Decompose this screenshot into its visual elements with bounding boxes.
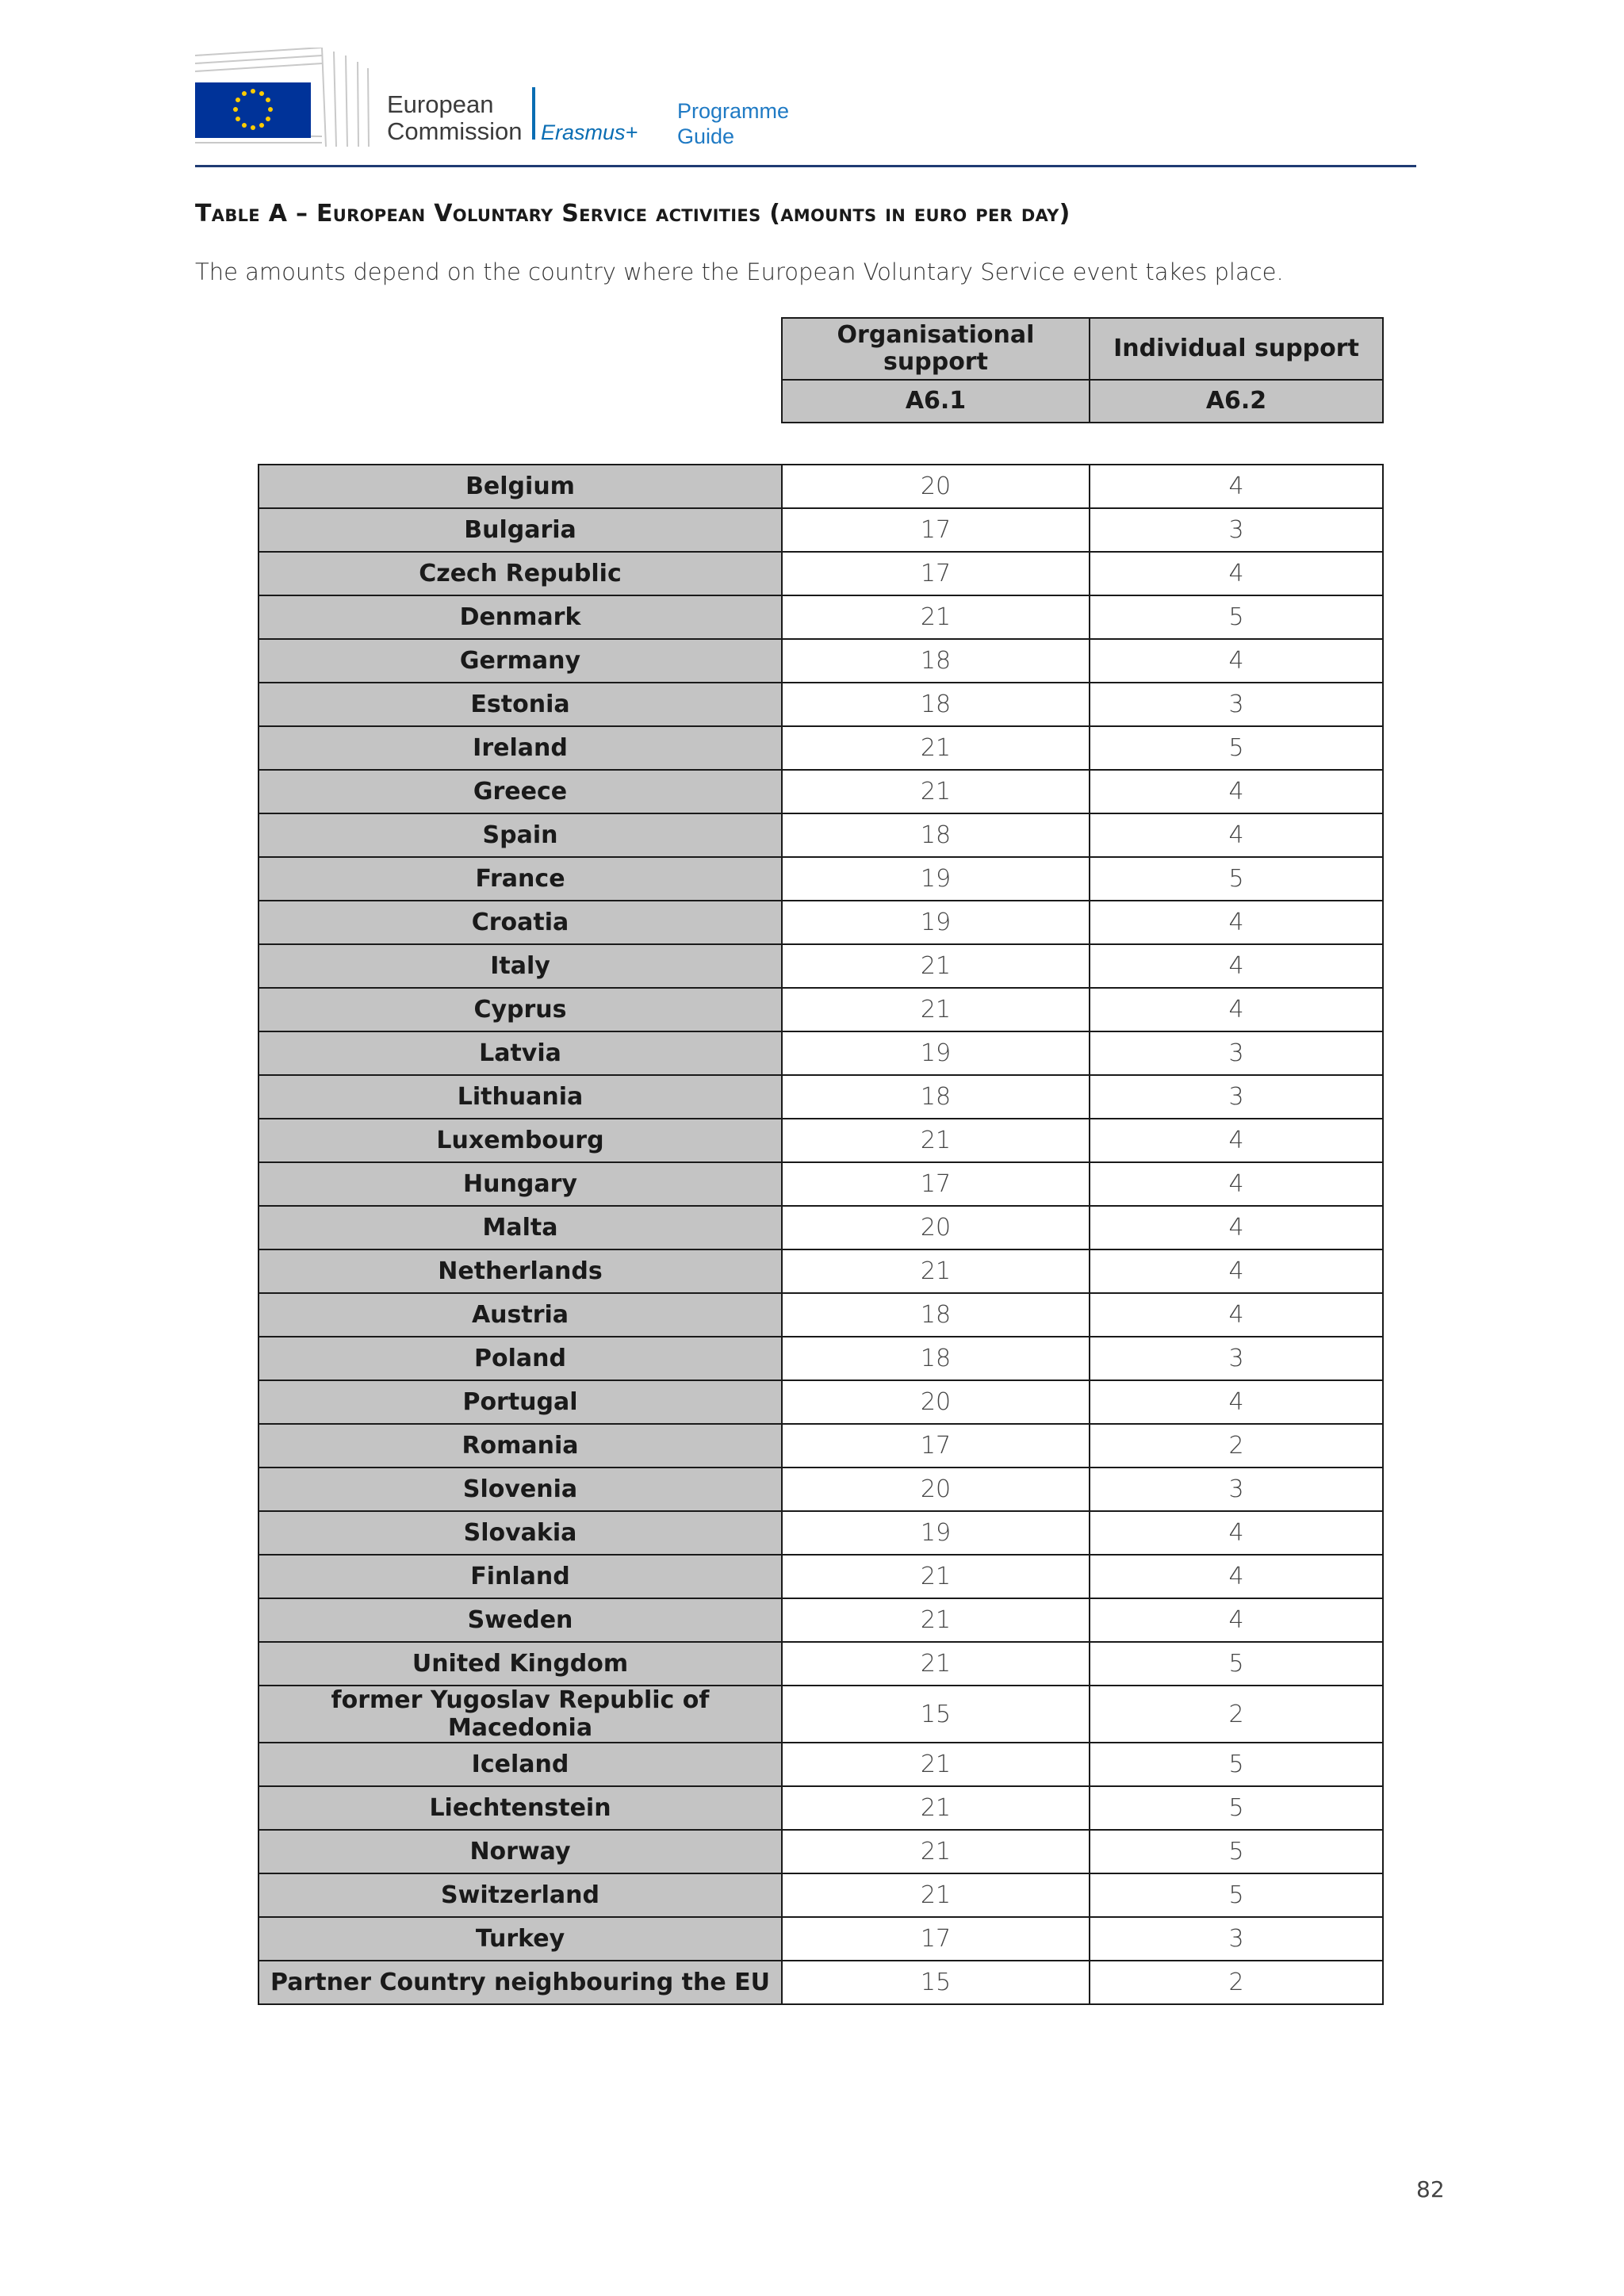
country-cell: Cyprus	[259, 988, 782, 1031]
col-code-a6-2: A6.2	[1090, 380, 1383, 423]
table-row	[259, 1249, 1383, 1293]
country-cell: Hungary	[259, 1162, 782, 1206]
country-cell: Romania	[259, 1424, 782, 1468]
organisational-support-cell: 21	[782, 1830, 1090, 1873]
organisational-support-cell: 21	[782, 770, 1090, 813]
individual-support-cell: 4	[1090, 988, 1383, 1031]
organisational-support-cell: 17	[782, 508, 1090, 552]
table-row	[259, 1380, 1383, 1424]
individual-support-cell: 4	[1090, 770, 1383, 813]
table-row	[259, 1961, 1383, 2004]
country-cell: former Yugoslav Republic of Macedonia	[259, 1686, 782, 1743]
individual-support-cell: 3	[1090, 1917, 1383, 1961]
country-cell: Ireland	[259, 726, 782, 770]
table-row	[259, 1555, 1383, 1598]
country-cell: Bulgaria	[259, 508, 782, 552]
individual-support-cell: 4	[1090, 465, 1383, 508]
country-cell: United Kingdom	[259, 1642, 782, 1686]
country-cell: Poland	[259, 1337, 782, 1380]
country-cell: Spain	[259, 813, 782, 857]
organisational-support-cell: 18	[782, 813, 1090, 857]
individual-support-cell: 3	[1090, 1337, 1383, 1380]
table-row	[259, 1162, 1383, 1206]
table-row	[259, 1642, 1383, 1686]
country-cell: Lithuania	[259, 1075, 782, 1119]
table-row	[259, 552, 1383, 595]
organisational-support-cell: 20	[782, 1380, 1090, 1424]
organisational-support-cell: 17	[782, 1424, 1090, 1468]
country-cell: Luxembourg	[259, 1119, 782, 1162]
country-cell: Czech Republic	[259, 552, 782, 595]
organisational-support-cell: 21	[782, 988, 1090, 1031]
organisational-support-cell: 18	[782, 1293, 1090, 1337]
country-cell: France	[259, 857, 782, 901]
rates-table	[258, 317, 1384, 2005]
individual-support-cell: 4	[1090, 1511, 1383, 1555]
individual-support-cell: 4	[1090, 1249, 1383, 1293]
table-row	[259, 1686, 1383, 1743]
organisational-support-cell: 18	[782, 683, 1090, 726]
table-row	[259, 1511, 1383, 1555]
organisational-support-cell: 21	[782, 1555, 1090, 1598]
country-cell: Liechtenstein	[259, 1786, 782, 1830]
col-code-a6-1: A6.1	[782, 380, 1090, 423]
individual-support-cell: 2	[1090, 1424, 1383, 1468]
country-cell: Latvia	[259, 1031, 782, 1075]
empty-corner-cell	[259, 318, 782, 423]
individual-support-cell: 4	[1090, 944, 1383, 988]
country-cell: Estonia	[259, 683, 782, 726]
individual-support-cell: 5	[1090, 1743, 1383, 1786]
country-cell: Switzerland	[259, 1873, 782, 1917]
table-spacer	[259, 423, 1383, 465]
individual-support-cell: 4	[1090, 813, 1383, 857]
country-cell: Netherlands	[259, 1249, 782, 1293]
organisational-support-cell: 21	[782, 1598, 1090, 1642]
organisational-support-cell: 17	[782, 1162, 1090, 1206]
table-row	[259, 1598, 1383, 1642]
organisational-support-cell: 19	[782, 1031, 1090, 1075]
individual-support-cell: 3	[1090, 1468, 1383, 1511]
table-row	[259, 1293, 1383, 1337]
organisational-support-cell: 20	[782, 1468, 1090, 1511]
organisational-support-cell: 15	[782, 1961, 1090, 2004]
individual-support-cell: 5	[1090, 857, 1383, 901]
european-commission-logo	[195, 48, 655, 151]
table-row	[259, 1424, 1383, 1468]
organisational-support-cell: 19	[782, 1511, 1090, 1555]
organisational-support-cell: 21	[782, 1642, 1090, 1686]
country-cell: Norway	[259, 1830, 782, 1873]
individual-support-cell: 3	[1090, 1075, 1383, 1119]
individual-support-cell: 4	[1090, 1555, 1383, 1598]
country-cell: Germany	[259, 639, 782, 683]
individual-support-cell: 3	[1090, 508, 1383, 552]
country-cell: Portugal	[259, 1380, 782, 1424]
table-row	[259, 1917, 1383, 1961]
individual-support-cell: 5	[1090, 1642, 1383, 1686]
page-number: 82	[1416, 2176, 1445, 2202]
organisational-support-cell: 18	[782, 1337, 1090, 1380]
table-row	[259, 683, 1383, 726]
individual-support-cell: 5	[1090, 595, 1383, 639]
individual-support-cell: 4	[1090, 901, 1383, 944]
individual-support-cell: 4	[1090, 1380, 1383, 1424]
organisational-support-cell: 18	[782, 1075, 1090, 1119]
table-row	[259, 1873, 1383, 1917]
table-row	[259, 1337, 1383, 1380]
individual-support-cell: 3	[1090, 683, 1383, 726]
country-cell: Partner Country neighbouring the EU	[259, 1961, 782, 2004]
organisational-support-cell: 21	[782, 595, 1090, 639]
table-row	[259, 944, 1383, 988]
table-row	[259, 813, 1383, 857]
table-row	[259, 1206, 1383, 1249]
table-row	[259, 595, 1383, 639]
individual-support-cell: 4	[1090, 552, 1383, 595]
individual-support-cell: 5	[1090, 1830, 1383, 1873]
table-row	[259, 1075, 1383, 1119]
organisational-support-cell: 17	[782, 1917, 1090, 1961]
col-header-organisational-support: Organisational support	[782, 318, 1090, 380]
table-row	[259, 770, 1383, 813]
country-cell: Sweden	[259, 1598, 782, 1642]
individual-support-cell: 2	[1090, 1686, 1383, 1743]
table-row	[259, 508, 1383, 552]
organisational-support-cell: 15	[782, 1686, 1090, 1743]
svg-text:Commission: Commission	[387, 117, 523, 145]
individual-support-cell: 4	[1090, 1293, 1383, 1337]
individual-support-cell: 3	[1090, 1031, 1383, 1075]
individual-support-cell: 4	[1090, 1206, 1383, 1249]
organisational-support-cell: 21	[782, 1249, 1090, 1293]
header-divider	[195, 165, 1416, 167]
country-cell: Turkey	[259, 1917, 782, 1961]
table-row	[259, 901, 1383, 944]
individual-support-cell: 4	[1090, 1119, 1383, 1162]
svg-text:Erasmus+: Erasmus+	[541, 121, 638, 144]
col-header-individual-support: Individual support	[1090, 318, 1383, 380]
table-row	[259, 1119, 1383, 1162]
organisational-support-cell: 21	[782, 726, 1090, 770]
country-cell: Greece	[259, 770, 782, 813]
country-cell: Austria	[259, 1293, 782, 1337]
organisational-support-cell: 20	[782, 1206, 1090, 1249]
section-title: Table A – European Voluntary Service activities (amounts in euro per day)	[195, 200, 1071, 228]
table-row	[259, 726, 1383, 770]
individual-support-cell: 5	[1090, 1873, 1383, 1917]
programme-guide-label: Programme Guide	[677, 99, 790, 148]
organisational-support-cell: 17	[782, 552, 1090, 595]
organisational-support-cell: 21	[782, 1119, 1090, 1162]
individual-support-cell: 5	[1090, 1786, 1383, 1830]
organisational-support-cell: 19	[782, 901, 1090, 944]
country-cell: Slovakia	[259, 1511, 782, 1555]
intro-text: The amounts depend on the country where the European Voluntary Service event takes place.	[195, 258, 1284, 285]
table-row	[259, 1743, 1383, 1786]
individual-support-cell: 4	[1090, 1162, 1383, 1206]
table-row	[259, 988, 1383, 1031]
country-cell: Slovenia	[259, 1468, 782, 1511]
country-cell: Iceland	[259, 1743, 782, 1786]
country-cell: Finland	[259, 1555, 782, 1598]
country-cell: Italy	[259, 944, 782, 988]
table-row	[259, 857, 1383, 901]
table-row	[259, 639, 1383, 683]
table-row	[259, 1468, 1383, 1511]
table-body	[259, 423, 1383, 2004]
page-header	[195, 44, 1416, 168]
table-row	[259, 1830, 1383, 1873]
individual-support-cell: 2	[1090, 1961, 1383, 2004]
organisational-support-cell: 18	[782, 639, 1090, 683]
individual-support-cell: 4	[1090, 1598, 1383, 1642]
individual-support-cell: 4	[1090, 639, 1383, 683]
table-row	[259, 1031, 1383, 1075]
country-cell: Croatia	[259, 901, 782, 944]
country-cell: Denmark	[259, 595, 782, 639]
organisational-support-cell: 21	[782, 1786, 1090, 1830]
organisational-support-cell: 19	[782, 857, 1090, 901]
country-cell: Belgium	[259, 465, 782, 508]
svg-text:European: European	[387, 90, 494, 118]
organisational-support-cell: 21	[782, 1743, 1090, 1786]
organisational-support-cell: 21	[782, 944, 1090, 988]
organisational-support-cell: 21	[782, 1873, 1090, 1917]
table-header-row	[259, 318, 1383, 380]
individual-support-cell: 5	[1090, 726, 1383, 770]
table-row	[259, 465, 1383, 508]
country-cell: Malta	[259, 1206, 782, 1249]
organisational-support-cell: 20	[782, 465, 1090, 508]
table-row	[259, 1786, 1383, 1830]
